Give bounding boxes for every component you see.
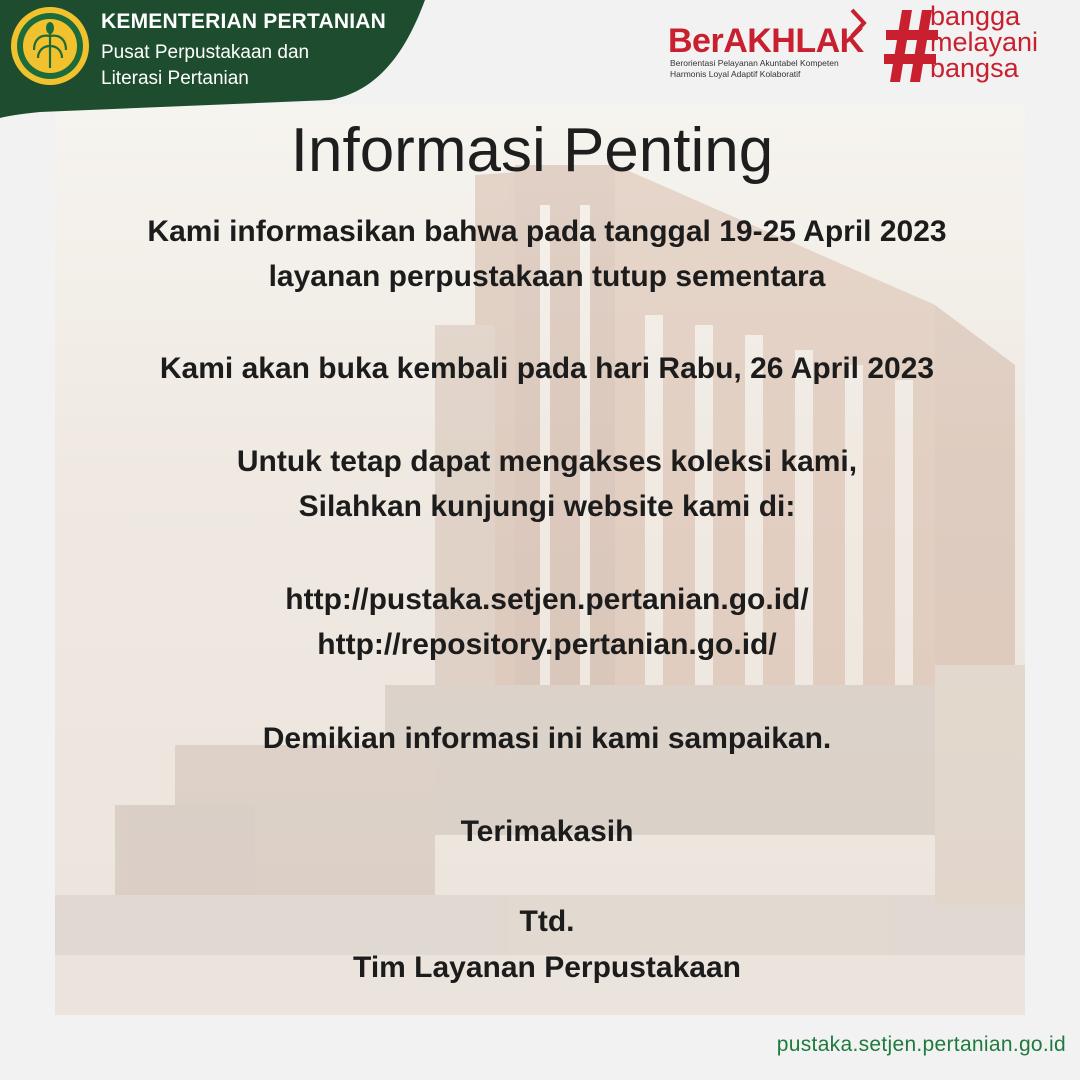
unit-name-line1: Pusat Perpustakaan dan (101, 42, 310, 63)
closure-notice-line1: Kami informasikan bahwa pada tanggal 19-25 April 2023 (147, 215, 947, 248)
berakhlak-values-line2: Harmonis Loyal Adaptif Kolaboratif (670, 69, 801, 79)
access-notice-line1: Untuk tetap dapat mengakses koleksi kami, (236, 445, 858, 478)
ministry-name: KEMENTERIAN PERTANIAN (101, 10, 386, 33)
access-notice-line2: Silahkan kunjungi website kami di: (298, 490, 796, 523)
bangga-line1: bangga (930, 1, 1021, 31)
berakhlak-logo (668, 22, 878, 92)
signature-team: Tim Layanan Perpustakaan (353, 951, 741, 984)
berakhlak-values-line1: Berorientasi Pelayanan Akuntabel Kompeten (670, 58, 839, 68)
bangga-line2: melayani (930, 27, 1039, 57)
closure-notice-line2: layanan perpustakaan tutup sementara (268, 260, 826, 293)
ministry-logo-icon (10, 6, 90, 86)
footer-website-link[interactable]: pustaka.setjen.pertanian.go.id (776, 1033, 1066, 1056)
link-pustaka[interactable]: http://pustaka.setjen.pertanian.go.id/ (285, 583, 809, 616)
unit-name (101, 40, 309, 92)
thanks-text: Terimakasih (460, 815, 634, 848)
berakhlak-word: BerAKHLAK (668, 22, 864, 60)
berakhlak-chevron-icon (848, 8, 870, 38)
page-title: Informasi Penting (290, 116, 774, 185)
bangga-melayani-bangsa (930, 3, 1038, 81)
closing-sentence: Demikian informasi ini kami sampaikan. (262, 722, 832, 755)
bangga-line3: bangsa (930, 53, 1019, 83)
signature-ttd: Ttd. (519, 905, 575, 938)
reopen-notice: Kami akan buka kembali pada hari Rabu, 26 April 2023 (159, 352, 935, 385)
unit-name-line2: Literasi Pertanian (101, 68, 249, 89)
link-repository[interactable]: http://repository.pertanian.go.id/ (317, 628, 777, 661)
